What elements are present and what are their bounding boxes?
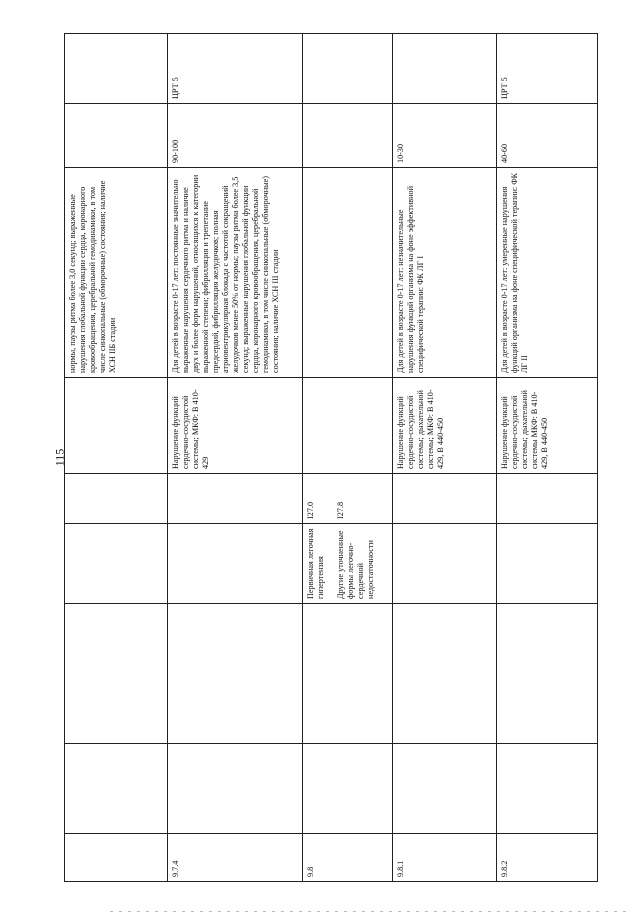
dot-mark xyxy=(245,911,248,912)
dot-mark xyxy=(398,911,401,912)
dot-mark xyxy=(191,911,194,912)
dot-mark xyxy=(173,911,176,912)
dot-mark xyxy=(587,911,590,912)
table-cell-c6 xyxy=(65,378,168,474)
table-cell-c4 xyxy=(393,524,497,604)
table-cell-id xyxy=(65,834,168,882)
dot-mark xyxy=(281,911,284,912)
dot-mark xyxy=(335,911,338,912)
dot-mark xyxy=(344,911,347,912)
dot-mark xyxy=(596,911,599,912)
dot-mark xyxy=(128,911,131,912)
table-cell-c3 xyxy=(303,604,393,744)
rotated-table-container xyxy=(64,34,598,882)
table-cell-c7: Для детей в возрасте 0-17 лет: умеренные нарушения функций организма на фоне специфической терапии: ФК ЛГ II xyxy=(497,168,598,378)
dot-mark xyxy=(119,911,122,912)
dot-mark xyxy=(146,911,149,912)
dot-mark xyxy=(524,911,527,912)
dot-mark xyxy=(272,911,275,912)
dot-mark xyxy=(623,911,626,912)
table-cell-c6: Нарушение функций сердечно-сосудистой системы; дыхательной системы МКФ: В 410-429, В 440-450 xyxy=(497,378,598,474)
table-cell-c9 xyxy=(65,34,168,104)
dot-mark xyxy=(137,911,140,912)
dot-mark xyxy=(290,911,293,912)
dot-mark xyxy=(461,911,464,912)
table-cell-c3 xyxy=(393,604,497,744)
dot-mark xyxy=(155,911,158,912)
dot-mark xyxy=(182,911,185,912)
table-cell-c6 xyxy=(303,378,393,474)
dot-mark xyxy=(254,911,257,912)
dot-mark xyxy=(299,911,302,912)
dot-mark xyxy=(452,911,455,912)
dot-mark xyxy=(434,911,437,912)
table-cell-c8 xyxy=(65,104,168,168)
table-cell-c4 xyxy=(167,524,302,604)
table-cell-id: 9.7.4 xyxy=(167,834,302,882)
table-cell-c8: 90-100 xyxy=(167,104,302,168)
dot-mark xyxy=(488,911,491,912)
dot-mark xyxy=(551,911,554,912)
table-cell-c7: Для детей в возрасте 0-17 лет: постоянные значительно выраженные нарушения сердечного ритма и наличие двух и более форм нарушений, относящихся к категории выраженной степени; фибрилляция и трепетание предсердий, фибрилляция желудочков; полная атриовентрикулярная блокада с частотой сокращений желудочков менее 50% от нормы; паузы ритма более 3,5 секунд; выраженные нарушения глобальной функции сердца, коронарного кровообращения, церебральной гемодинамики, в том числе синкопальные (обморочные) состояния; наличие ХСН III стадии xyxy=(167,168,302,378)
table-row xyxy=(497,34,598,882)
table-cell-c4: Первичная легочная гипертензия Другие уточненные формы легочно-сердечной недостаточности xyxy=(303,524,393,604)
dot-mark xyxy=(605,911,608,912)
dot-mark xyxy=(416,911,419,912)
table-cell-id: 9.8 xyxy=(303,834,393,882)
dot-mark xyxy=(497,911,500,912)
dot-mark xyxy=(425,911,428,912)
dot-mark xyxy=(326,911,329,912)
table-cell-c2 xyxy=(497,744,598,834)
table-cell-c5 xyxy=(393,474,497,524)
table-cell-c9 xyxy=(393,34,497,104)
table-cell-id: 9.8.1 xyxy=(393,834,497,882)
table-cell-c8 xyxy=(303,104,393,168)
table-cell-c4 xyxy=(497,524,598,604)
dot-mark xyxy=(380,911,383,912)
table-cell-c7 xyxy=(303,168,393,378)
table-cell-c3 xyxy=(497,604,598,744)
dot-mark xyxy=(308,911,311,912)
table-cell-c5: I27.0 I27.8 xyxy=(303,474,393,524)
dot-mark xyxy=(443,911,446,912)
dot-mark xyxy=(362,911,365,912)
dot-mark xyxy=(236,911,239,912)
table-cell-c2 xyxy=(393,744,497,834)
table-cell-c3 xyxy=(65,604,168,744)
dot-mark xyxy=(164,911,167,912)
dot-mark xyxy=(209,911,212,912)
dot-mark xyxy=(218,911,221,912)
table-cell-c9: ЦРТ 5 xyxy=(497,34,598,104)
table-row xyxy=(167,34,302,882)
dot-mark xyxy=(353,911,356,912)
dot-mark xyxy=(227,911,230,912)
bottom-dotted-line xyxy=(0,903,640,917)
dot-mark xyxy=(578,911,581,912)
table-cell-c8: 10-30 xyxy=(393,104,497,168)
table-cell-c2 xyxy=(167,744,302,834)
dot-mark xyxy=(515,911,518,912)
table-cell-c5 xyxy=(65,474,168,524)
table-cell-c9 xyxy=(303,34,393,104)
table-cell-c7: нормы, паузы ритма более 3,0 секунд; выраженные нарушения глобальной функции сердца, коронарного кровообращения, церебральной гемодинамики, в том числе синкопальные (обморочные) состояния; наличие ХСН IIБ стадии xyxy=(65,168,168,378)
dot-mark xyxy=(569,911,572,912)
dot-mark xyxy=(506,911,509,912)
table-row xyxy=(65,34,168,882)
table-cell-c2 xyxy=(65,744,168,834)
table-cell-c9: ЦРТ 5 xyxy=(167,34,302,104)
dot-mark xyxy=(317,911,320,912)
dot-mark xyxy=(542,911,545,912)
table-cell-c6: Нарушение функций сердечно-сосудистой системы; МКФ: В 410-429 xyxy=(167,378,302,474)
table-row xyxy=(393,34,497,882)
dot-mark xyxy=(560,911,563,912)
table-cell-c5 xyxy=(497,474,598,524)
page-number: 115 xyxy=(52,448,67,467)
table-cell-c3 xyxy=(167,604,302,744)
dot-mark xyxy=(479,911,482,912)
table-cell-id: 9.8.2 xyxy=(497,834,598,882)
dot-mark xyxy=(389,911,392,912)
dot-mark xyxy=(371,911,374,912)
dot-mark xyxy=(470,911,473,912)
table-cell-c8: 40-60 xyxy=(497,104,598,168)
table-cell-c4 xyxy=(65,524,168,604)
table-row xyxy=(303,34,393,882)
dot-mark xyxy=(407,911,410,912)
table-cell-c2 xyxy=(303,744,393,834)
dot-mark xyxy=(263,911,266,912)
table-cell-c6: Нарушение функций сердечно-сосудистой системы; дыхательной системы; МКФ: В 410-429, В 440-450 xyxy=(393,378,497,474)
dot-mark xyxy=(200,911,203,912)
dot-mark xyxy=(110,911,113,912)
table-cell-c7: Для детей в возрасте 0-17 лет: незначительные нарушения функций организма на фоне эффективной специфической терапии: ФК ЛГ I xyxy=(393,168,497,378)
dot-mark xyxy=(614,911,617,912)
table-cell-c5 xyxy=(167,474,302,524)
criteria-table xyxy=(64,33,598,882)
dot-mark xyxy=(533,911,536,912)
